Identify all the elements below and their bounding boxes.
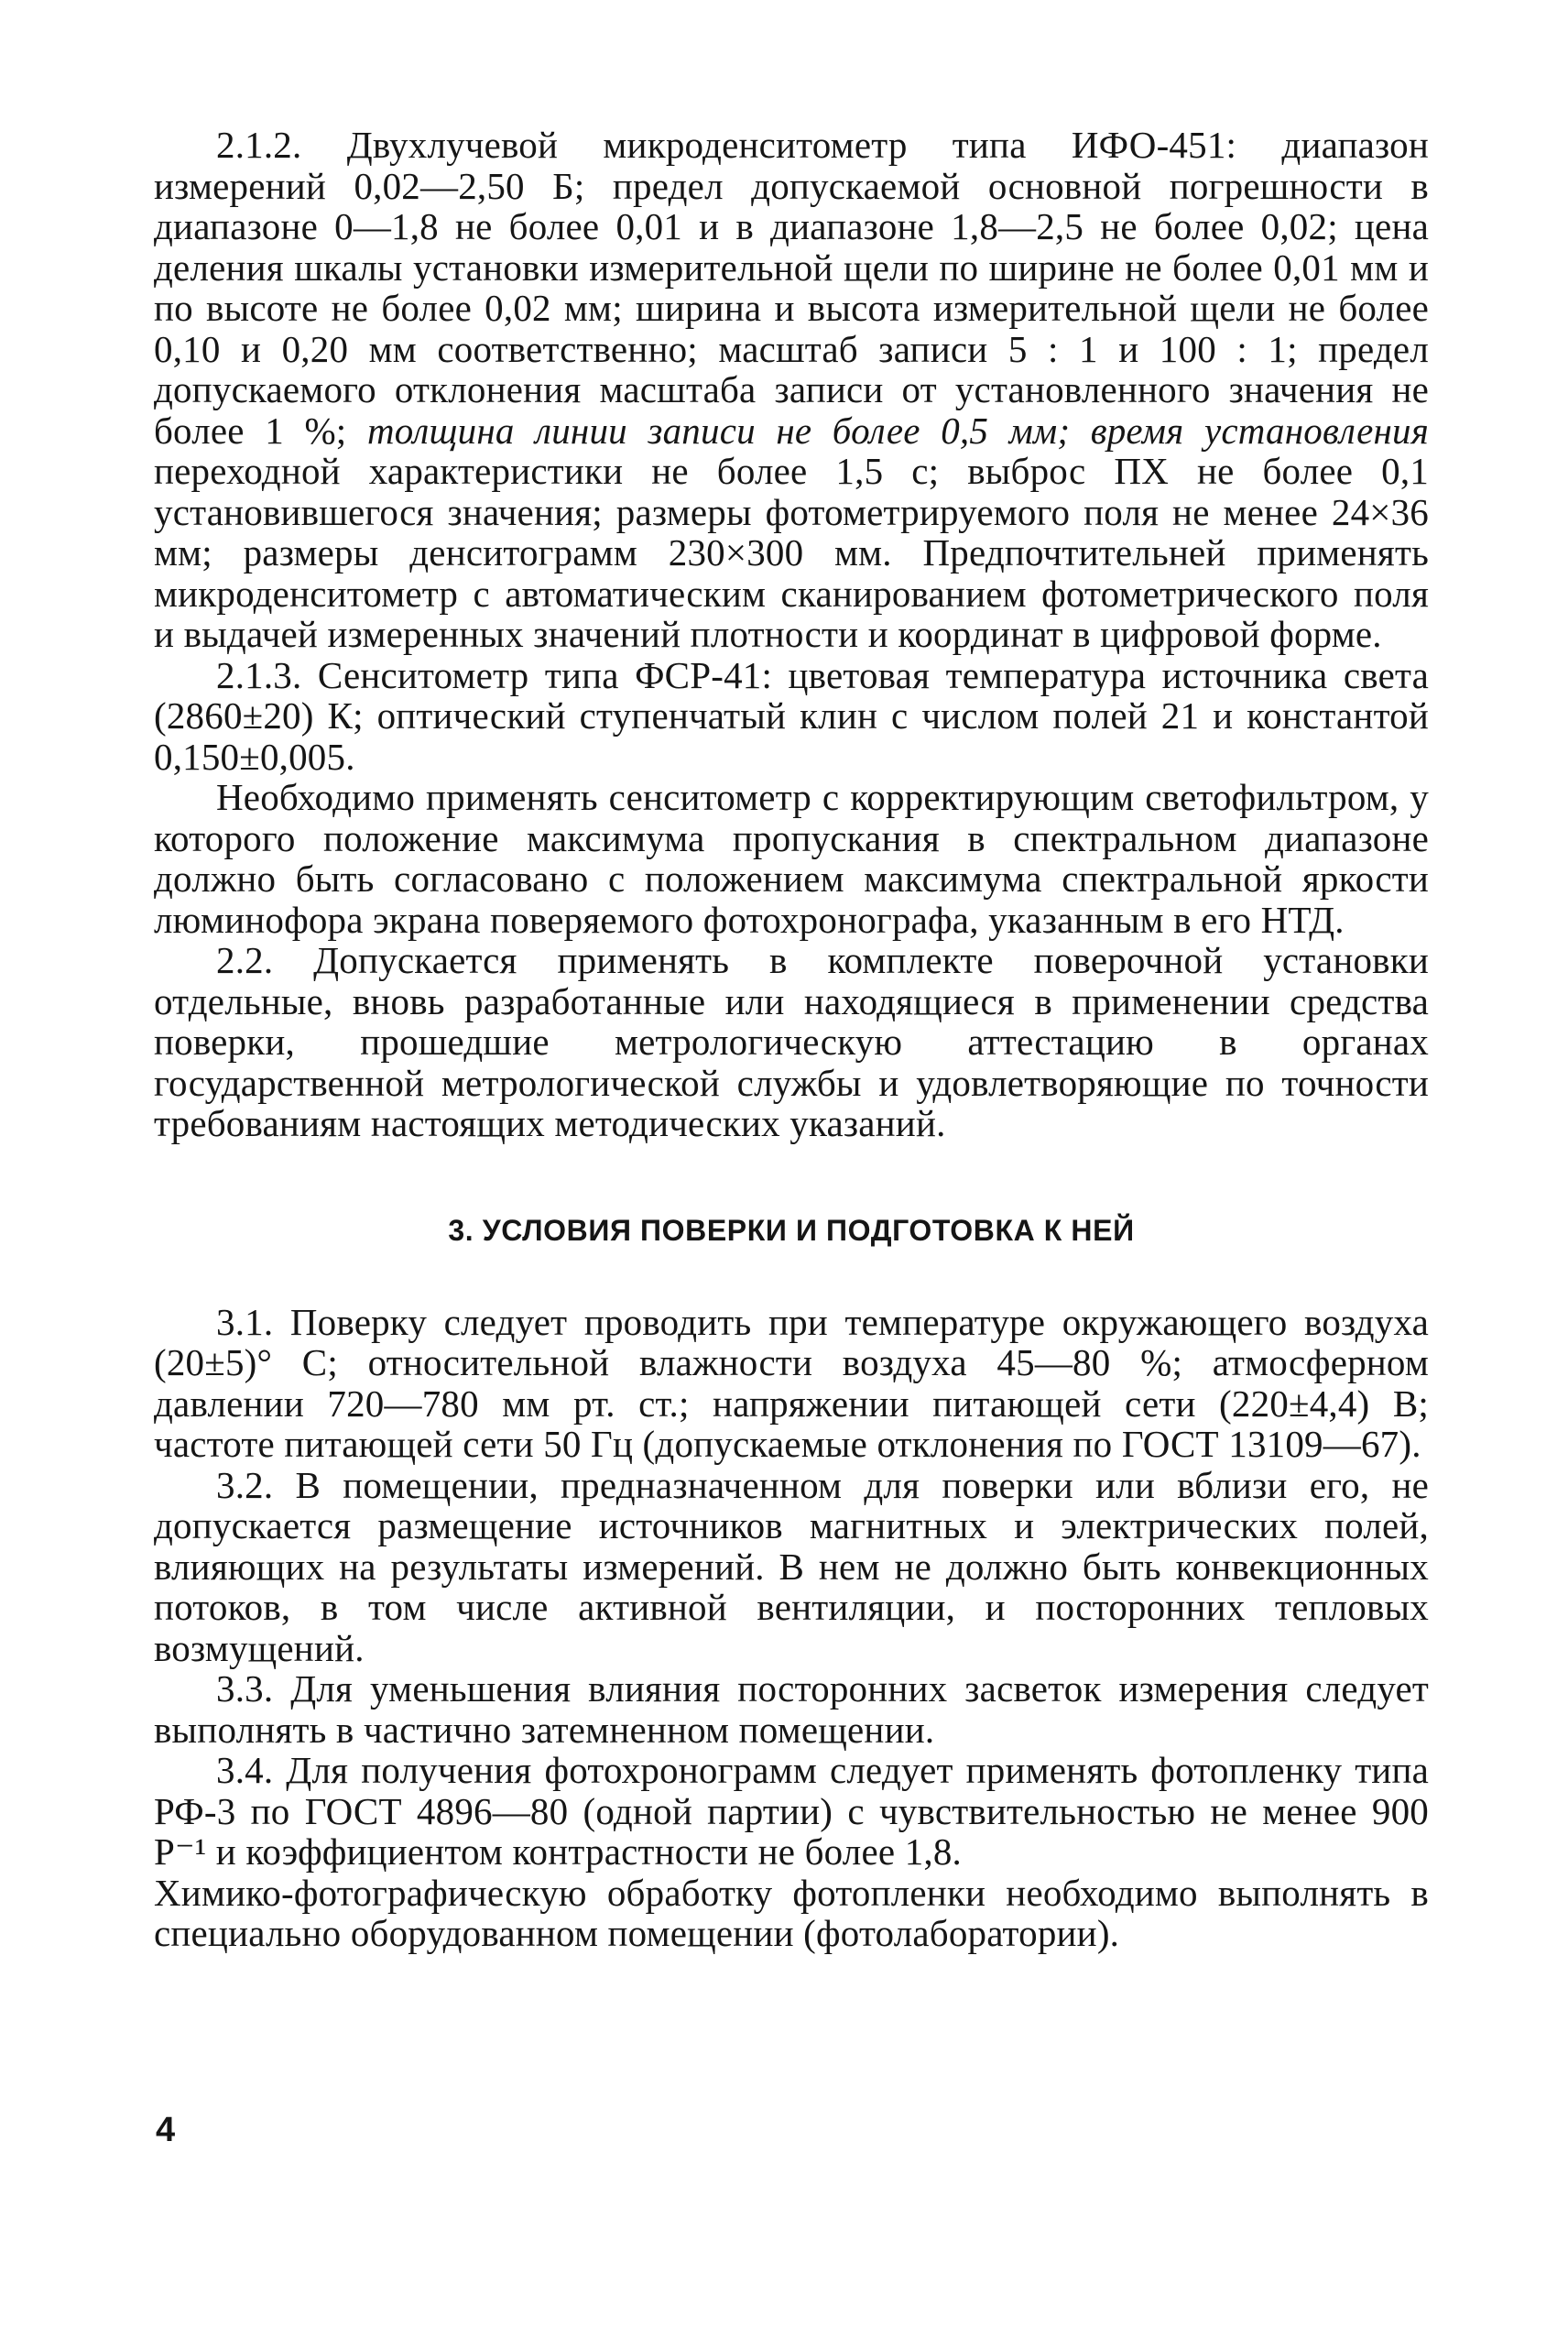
page-number: 4 — [156, 2111, 176, 2149]
paragraph-3-4: 3.4. Для получения фотохронограмм следует применять фотопленку типа РФ-3 по ГОСТ 4896—80 (одной партии) с чувствительностью не менее 900 Р⁻¹ и коэффициентом контрастности не более 1,8. — [154, 1749, 1429, 1873]
paragraph-2-1-2-part-3: переходной характеристики не более 1,5 с; выброс ПХ не более 0,1 установившегося значения; размеры фотометрируемого поля не менее 24×36 мм; размеры денситограмм 230×300 мм. Предпочтительней применять микроденситометр с автоматическим сканированием фотометрического поля и выдачей измеренных значений плотности и координат в цифровой форме. — [154, 450, 1429, 655]
document-page — [154, 125, 1429, 1954]
section-title: 3. УСЛОВИЯ ПОВЕРКИ И ПОДГОТОВКА К НЕЙ — [448, 1213, 1135, 1247]
paragraph-3-3: 3.3. Для уменьшения влияния посторонних засветок измерения следует выполнять в частично затемненном помещении. — [154, 1667, 1429, 1751]
paragraph-2-1-3: 2.1.3. Сенситометр типа ФСР-41: цветовая температура источника света (2860±20) К; оптический ступенчатый клин с числом полей 21 и константой 0,150±0,005. — [154, 653, 1429, 778]
paragraph-2-1-2-italic-part: толщина линии записи не более 0,5 мм; время установления — [346, 409, 1429, 452]
paragraph-photo-processing: Химико-фотографическую обработку фотопленки необходимо выполнять в специально оборудованном помещении (фотолаборатории). — [154, 1871, 1429, 1954]
paragraph-3-2: 3.2. В помещении, предназначенном для поверки или вблизи его, не допускается размещение источников магнитных и электрических полей, влияющих на результаты измерений. В нем не должно быть конвекционных потоков, в том числе активной вентиляции, и посторонних тепловых возмущений. — [154, 1463, 1429, 1669]
paragraph-2-2: 2.2. Допускается применять в комплекте поверочной установки отдельные, вновь разработанные или находящиеся в применении средства поверки, прошедшие метрологическую аттестацию в органах государственной метрологической службы и удовлетворяющие по точности требованиям настоящих методических указаний. — [154, 939, 1429, 1144]
paragraph-2-1-2-part-1: 2.1.2. Двухлучевой микроденситометр типа ИФО-451: диапазон измерений 0,02—2,50 Б; предел допускаемой основной погрешности в диапазоне 0—1,8 не более 0,01 и в диапазоне 1,8—2,5 не более 0,02; цена деления шкалы установки измерительной щели по ширине не более 0,01 мм и по высоте не более 0,02 мм; ширина и высота измерительной щели не более 0,10 и 0,20 мм соответственно; масштаб записи 5 : 1 и 100 : 1; предел допускаемого отклонения масштаба записи от установленного значения не более 1 %; — [154, 124, 1429, 452]
paragraph-3-1: 3.1. Поверку следует проводить при температуре окружающего воздуха (20±5)° С; относительной влажности воздуха 45—80 %; атмосферном давлении 720—780 мм рт. ст.; напряжении питающей сети (220±4,4) В; частоте питающей сети 50 Гц (допускаемые отклонения по ГОСТ 13109—67). — [154, 1300, 1429, 1465]
paragraph-sensitometer-filter: Необходимо применять сенситометр с корректирующим светофильтром, у которого положение максимума пропускания в спектральном диапазоне должно быть согласовано с положением максимума спектральной яркости люминофора экрана поверяемого фотохронографа, указанным в его НТД. — [154, 776, 1429, 941]
paragraph-2-1-2 — [154, 125, 1429, 655]
